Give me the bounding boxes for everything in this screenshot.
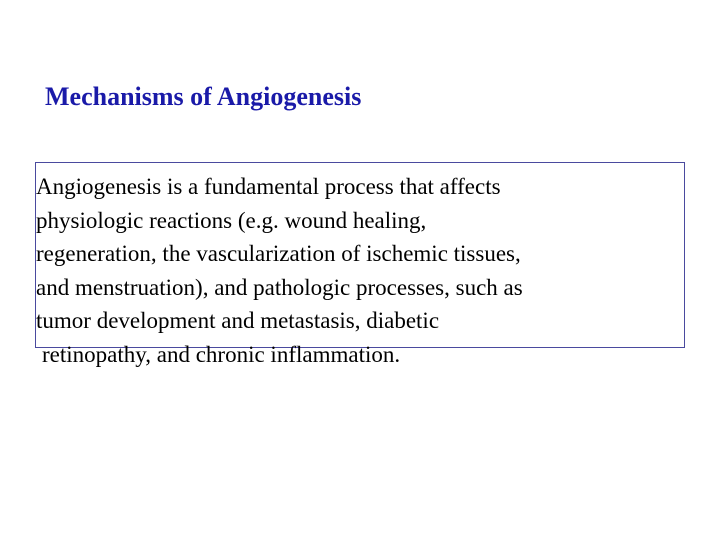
- body-line: tumor development and metastasis, diabetic: [36, 308, 440, 333]
- body-line: regeneration, the vascularization of ischemic tissues,: [36, 241, 521, 266]
- body-line: physiologic reactions (e.g. wound healing,: [36, 207, 427, 233]
- body-line: retinopathy, and chronic inflammation.: [42, 341, 401, 367]
- body-line: and menstruation), and pathologic processes, such as: [36, 274, 523, 300]
- body-paragraph: [36, 170, 696, 371]
- body-line: Angiogenesis is a fundamental process that affects: [36, 174, 501, 199]
- slide-title: Mechanisms of Angiogenesis: [45, 82, 362, 111]
